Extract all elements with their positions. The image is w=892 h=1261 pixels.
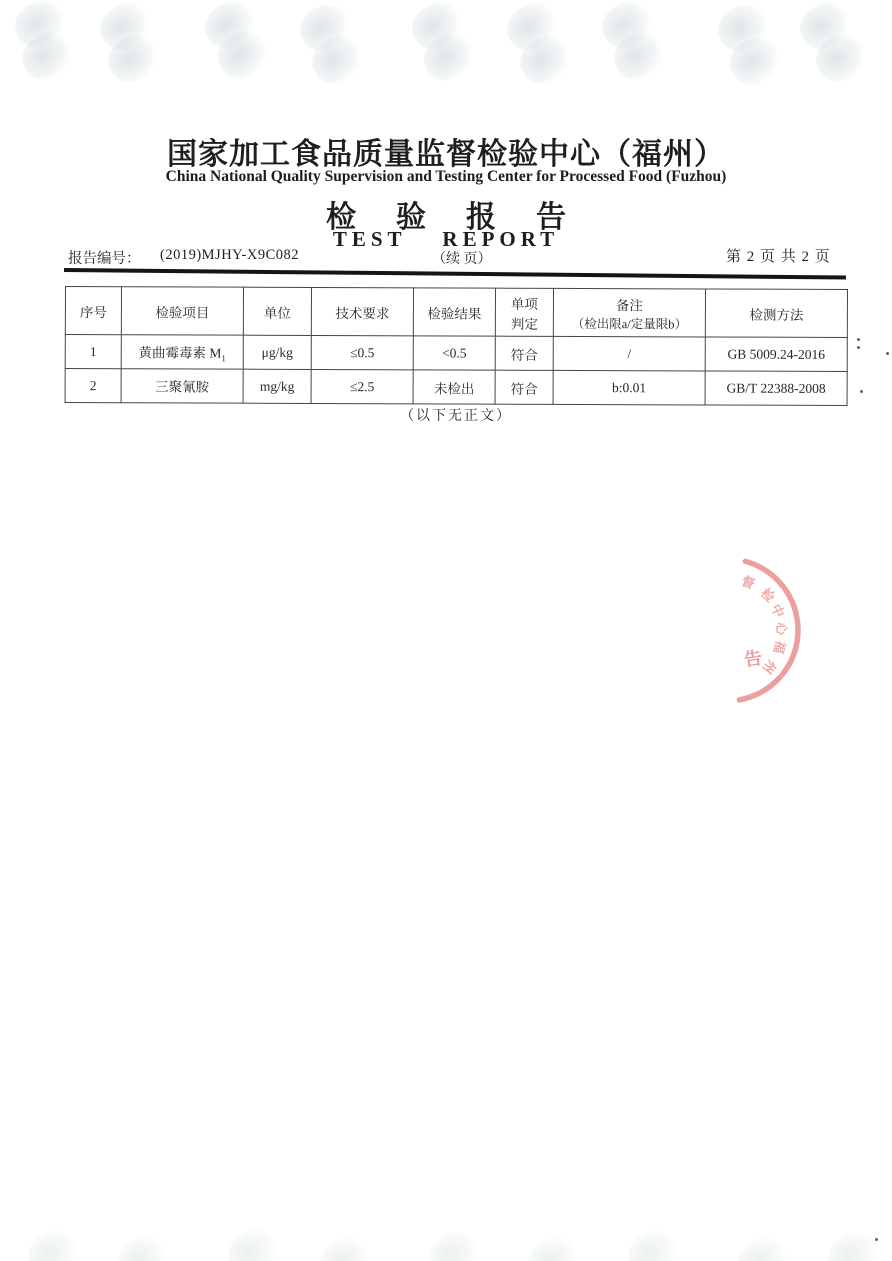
- stamp-character: 告: [742, 647, 764, 671]
- page-number: 第 2 页 共 2 页: [726, 249, 831, 265]
- scanner-smudge: [210, 23, 276, 87]
- doc-title-chinese: 检验报告: [326, 201, 606, 234]
- stamp-character: 检: [757, 585, 778, 606]
- col-header-requirement: 技术要求: [311, 287, 413, 335]
- stamp-character: 中: [768, 601, 788, 620]
- col-header-unit: 单位: [243, 287, 311, 335]
- cell-method: GB 5009.24-2016: [705, 337, 847, 372]
- scanner-smudge: [499, 0, 565, 59]
- cell-judgement: 符合: [495, 336, 553, 370]
- cell-method: GB/T 22388-2008: [705, 371, 847, 406]
- table-header-row: [65, 287, 847, 338]
- scanner-smudge: [14, 24, 80, 88]
- scanner-smudge: [606, 24, 672, 88]
- scanner-smudge: [808, 26, 874, 90]
- scanner-smudge: [422, 1223, 488, 1261]
- org-name-english: China National Quality Supervision and Testing Center for Processed Food (Fuzhou): [165, 168, 727, 185]
- report-number-value: (2019)MJHY-X9C082: [160, 247, 299, 263]
- cell-unit: μg/kg: [243, 335, 311, 369]
- cell-no: 2: [65, 369, 121, 403]
- cell-unit: mg/kg: [243, 369, 311, 403]
- header-divider-rule: [64, 268, 846, 280]
- cell-no: 1: [65, 335, 121, 369]
- stamp-character: 心: [773, 621, 790, 636]
- scanner-smudge: [110, 1228, 176, 1261]
- scanner-smudge: [20, 1222, 86, 1261]
- scanner-smudge: [292, 0, 358, 60]
- scanner-smudge: [520, 1229, 586, 1261]
- cell-remark: /: [553, 336, 705, 371]
- col-header-item: 检验项目: [121, 287, 243, 335]
- col-header-method: 检测方法: [705, 289, 847, 338]
- scanner-smudge: [312, 1229, 378, 1261]
- stamp-character: 福: [770, 639, 789, 656]
- scanner-smudge: [792, 0, 858, 58]
- scanner-speck: [857, 338, 860, 341]
- scanner-speck: [857, 346, 860, 349]
- scanner-smudge: [416, 25, 482, 89]
- scanner-smudge: [92, 0, 158, 59]
- stamp-character: 州: [759, 657, 780, 677]
- scanner-speck: [875, 1238, 878, 1241]
- cell-judgement: 符合: [495, 370, 553, 404]
- scanner-smudge: [220, 1221, 286, 1261]
- scanner-smudge: [7, 0, 73, 56]
- col-header-no: 序号: [65, 287, 121, 335]
- scanner-smudge: [404, 0, 470, 58]
- cell-requirement: ≤2.5: [311, 369, 413, 403]
- cell-item: 黄曲霉毒素 $M_1$: [121, 335, 243, 369]
- scanner-smudge: [594, 0, 660, 57]
- cell-result: 未检出: [413, 370, 495, 404]
- cell-requirement: ≤0.5: [311, 335, 413, 369]
- continuation-page-note: （续 页）: [432, 252, 492, 267]
- test-results-table: [65, 286, 848, 406]
- cell-remark: b:0.01: [553, 370, 705, 405]
- doc-title-english: TEST REPORT: [332, 227, 560, 251]
- official-seal-stamp: [700, 545, 832, 717]
- col-header-result: 检验结果: [413, 288, 495, 336]
- scanner-smudge: [197, 0, 263, 57]
- scanner-speck: [886, 352, 889, 355]
- stamp-character: 督: [739, 573, 757, 592]
- scanner-smudge: [710, 0, 776, 60]
- scanner-smudge: [620, 1222, 686, 1261]
- seal-arc: [700, 545, 832, 717]
- scanner-smudge: [100, 27, 166, 91]
- scanner-smudge: [304, 28, 370, 92]
- col-header-remark: 备注 （检出限a/定量限b）: [553, 288, 705, 337]
- results-table-wrapper: [65, 286, 848, 406]
- scanner-smudge: [730, 1229, 796, 1261]
- cell-item: 三聚氰胺: [121, 369, 243, 403]
- report-number-label: 报告编号：: [68, 251, 141, 267]
- scanner-speck: [860, 390, 863, 393]
- scanner-smudge: [820, 1224, 886, 1261]
- end-of-text-note: （以下无正文）: [400, 409, 512, 424]
- cell-result: <0.5: [413, 336, 495, 370]
- table-row: [65, 369, 847, 406]
- table-row: [65, 335, 847, 372]
- org-name-chinese: 国家加工食品质量监督检验中心（福州）: [167, 138, 725, 171]
- col-header-judgement: 单项 判定: [495, 288, 553, 336]
- scanner-smudge: [512, 28, 578, 92]
- scanner-smudge: [722, 29, 788, 93]
